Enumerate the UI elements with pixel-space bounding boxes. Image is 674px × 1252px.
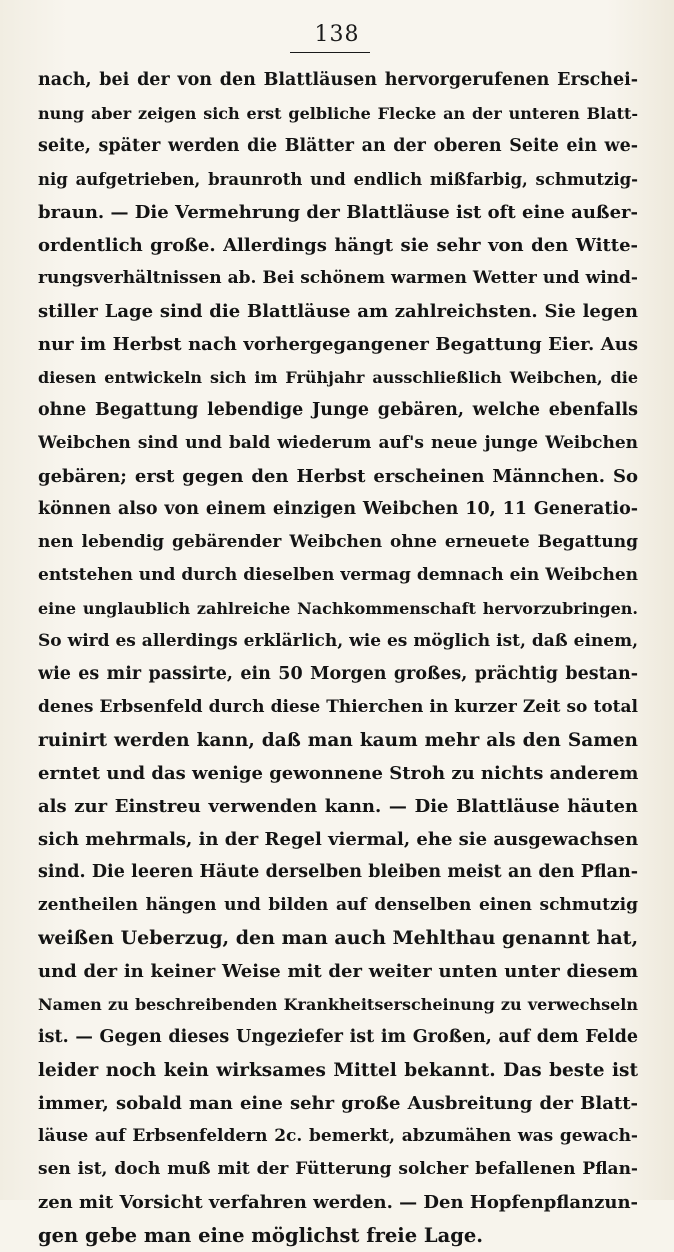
page-number: 138 (314, 22, 360, 47)
text-line: sind. Die leeren Häute derselben bleiben meist an den Pflan- (38, 862, 638, 882)
text-line: nung aber zeigen sich erst gelbliche Flecke an der unteren Blatt- (38, 104, 638, 123)
text-line: gen gebe man eine möglichst freie Lage. (38, 1224, 484, 1247)
text-line: erntet und das wenige gewonnene Stroh zu nichts anderem (38, 763, 638, 784)
text-line: leider noch kein wirksames Mittel bekannt. Das beste ist (38, 1060, 638, 1081)
text-line: ohne Begattung lebendige Junge gebären, welche ebenfalls (38, 400, 638, 420)
text-line: braun. — Die Vermehrung der Blattläuse ist oft eine außer- (38, 202, 638, 223)
text-line: nen lebendig gebärender Weibchen ohne erneuete Begattung (38, 532, 638, 552)
text-line: zen mit Vorsicht verfahren werden. — Den Hopfenpflanzun- (38, 1192, 638, 1213)
text-line: nur im Herbst nach vorhergegangener Begattung Eier. Aus (38, 334, 638, 355)
text-line: eine unglaublich zahlreiche Nachkommenschaft hervorzubringen. (38, 599, 638, 618)
text-line: nach, bei der von den Blattläusen hervorgerufenen Erschei- (38, 70, 638, 90)
text-line: können also von einem einzigen Weibchen 10, 11 Generatio- (38, 499, 638, 519)
text-line: weißen Ueberzug, den man auch Mehlthau genannt hat, (38, 927, 638, 949)
text-line: als zur Einstreu verwenden kann. — Die Blattläuse häuten (38, 796, 638, 817)
header-rule (290, 52, 370, 53)
text-line: ist. — Gegen dieses Ungeziefer ist im Großen, auf dem Felde (38, 1027, 638, 1047)
body-text (38, 64, 638, 1252)
text-line: Weibchen sind und bald wiederum auf's neue junge Weibchen (38, 433, 638, 453)
text-line: sich mehrmals, in der Regel viermal, ehe sie ausgewachsen (38, 829, 638, 850)
text-line: sen ist, doch muß mit der Fütterung solcher befallenen Pflan- (38, 1159, 638, 1179)
text-line: rungsverhältnissen ab. Bei schönem warmen Wetter und wind- (38, 268, 638, 288)
text-line: diesen entwickeln sich im Frühjahr ausschließlich Weibchen, die (38, 368, 638, 387)
text-line: ordentlich große. Allerdings hängt sie sehr von den Witte- (38, 235, 638, 256)
text-line: läuse auf Erbsenfeldern 2c. bemerkt, abzumähen was gewach- (38, 1126, 638, 1146)
text-line: seite, später werden die Blätter an der oberen Seite ein we- (38, 136, 638, 156)
text-line: zentheilen hängen und bilden auf denselben einen schmutzig (38, 895, 638, 915)
text-line: wie es mir passirte, ein 50 Morgen großes, prächtig bestan- (38, 664, 638, 684)
text-line: immer, sobald man eine sehr große Ausbreitung der Blatt- (38, 1093, 638, 1114)
text-line: nig aufgetrieben, braunroth und endlich mißfarbig, schmutzig- (38, 170, 638, 189)
text-line: So wird es allerdings erklärlich, wie es möglich ist, daß einem, (38, 631, 638, 651)
text-line: entstehen und durch dieselben vermag demnach ein Weibchen (38, 565, 638, 585)
text-line: ruinirt werden kann, daß man kaum mehr als den Samen (38, 730, 638, 751)
text-line: und der in keiner Weise mit der weiter unten unter diesem (38, 961, 638, 982)
text-line: gebären; erst gegen den Herbst erscheinen Männchen. So (38, 466, 638, 487)
text-line: denes Erbsenfeld durch diese Thierchen in kurzer Zeit so total (38, 697, 638, 717)
text-line: Namen zu beschreibenden Krankheitserscheinung zu verwechseln (38, 995, 638, 1014)
text-line: stiller Lage sind die Blattläuse am zahlreichsten. Sie legen (38, 301, 638, 322)
